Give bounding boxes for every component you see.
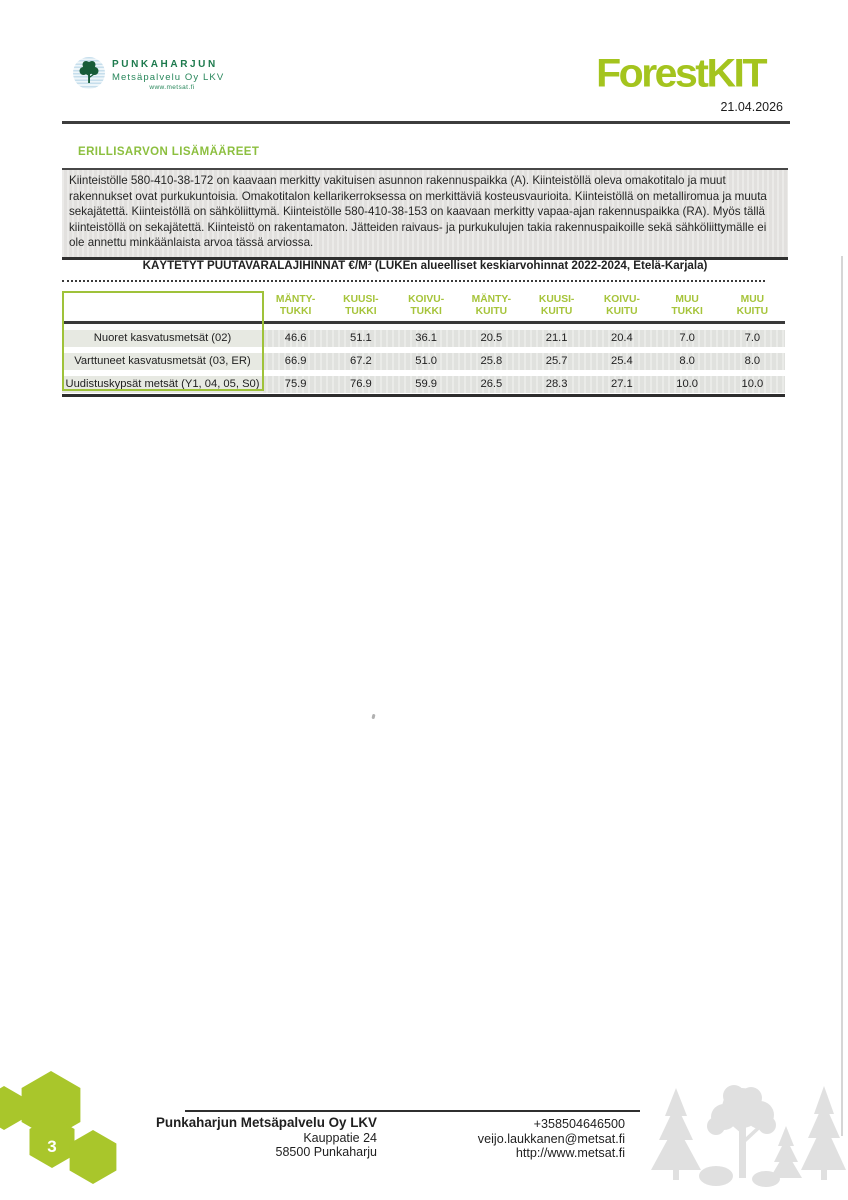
footer-company-block [117, 1116, 377, 1160]
page-number: 3 [47, 1137, 57, 1156]
page-number-hexagon-icon [0, 1060, 120, 1185]
forestkit-logo: ForestKIT [596, 50, 765, 96]
dotted-divider [62, 280, 765, 282]
cell-value: 20.5 [480, 331, 503, 344]
price-table [62, 291, 785, 397]
cell-value: 67.2 [349, 354, 372, 367]
column-header-kuusikuitu: KUUSI- KUITU [538, 293, 575, 317]
cell-value: 21.1 [545, 331, 568, 344]
cell-value: 10.0 [676, 377, 699, 390]
row-label: Uudistuskypsät metsät (Y1, 04, 05, S0) [62, 376, 263, 393]
cell-value: 51.0 [415, 354, 438, 367]
table-header-rule [62, 321, 785, 324]
cell-value: 66.9 [284, 354, 307, 367]
table-bottom-rule [62, 394, 785, 397]
footer-contact-block [400, 1117, 625, 1161]
cell-value: 27.1 [610, 377, 633, 390]
company-name: Punkaharjun Metsäpalvelu Oy LKV [155, 1115, 377, 1130]
column-header-mantykuitu: MÄNTY- KUITU [471, 293, 512, 317]
scan-speck [371, 714, 375, 720]
cell-value: 7.0 [679, 331, 695, 344]
company-address-line: 58500 Punkaharju [275, 1145, 377, 1160]
cell-value: 46.6 [284, 331, 307, 344]
cell-value: 76.9 [349, 377, 372, 390]
cell-value: 25.4 [610, 354, 633, 367]
table-row [62, 376, 785, 393]
contact-url: http://www.metsat.fi [515, 1146, 625, 1161]
section-title: ERILLISARVON LISÄMÄÄREET [78, 146, 260, 158]
table-row [62, 330, 785, 347]
table-row [62, 353, 785, 370]
cell-value: 28.3 [545, 377, 568, 390]
cell-value: 26.5 [480, 377, 503, 390]
cell-value: 25.7 [545, 354, 568, 367]
cell-value: 7.0 [744, 331, 761, 344]
logo-subtitle: Metsäpalvelu Oy LKV [112, 72, 225, 83]
column-header-mantytukki: MÄNTY- TUKKI [275, 293, 316, 317]
cell-value: 25.8 [480, 354, 503, 367]
cell-value: 59.9 [415, 377, 438, 390]
cell-value: 51.1 [349, 331, 372, 344]
logo-title: PUNKAHARJUN [112, 59, 218, 70]
column-header-muutukki: MUU TUKKI [671, 293, 703, 317]
company-address-line: Kauppatie 24 [303, 1130, 377, 1145]
cell-value: 10.0 [741, 377, 764, 390]
header-divider [62, 121, 790, 124]
price-table-title: KÄYTETYT PUUTAVARALAJIHINNAT €/M³ (LUKEn alueelliset keskiarvohinnat 2022-2024, Etelä-Karjala) [142, 259, 708, 272]
notes-text: Kiinteistölle 580-410-38-172 on kaavaan merkitty vakituisen asunnon rakennuspaikka (A). Kiinteistöllä oleva omakotitalo ja muut rakennukset ovat purkukuntoisia. Omakotitalon kellarikerroksessa on merkittäviä kosteusvaurioita. Kiinteistöllä on metalliromua ja muuta sekajätettä. Kiinteistöllä on sähköliittymä. Kiinteistölle 580-410-38-153 on kaavaan merkitty vapaa-ajan rakennuspaikka (RA). Myös tällä kiinteistöllä on sekajätettä. Kiinteistö on rakentamaton. Jätteiden raivaus- ja purkukulujen takia rakennuspaikoille sekä sähköliittymälle ei ole annettu minkäänlaista arvoa tässä arviossa. [69, 174, 767, 250]
logo-tree-icon [73, 57, 105, 89]
cell-value: 8.0 [679, 354, 695, 367]
contact-phone: +358504646500 [533, 1117, 625, 1131]
cell-value: 36.1 [415, 331, 438, 344]
column-header-koivutukki: KOIVU- TUKKI [408, 293, 445, 317]
cell-value: 8.0 [744, 354, 761, 367]
cell-value: 20.4 [610, 331, 633, 344]
row-label: Nuoret kasvatusmetsät (02) [62, 330, 263, 347]
footer-divider [185, 1110, 640, 1112]
column-header-kuusitukki: KUUSI- TUKKI [343, 293, 379, 317]
table-header-row [62, 291, 785, 321]
company-logo [73, 57, 232, 91]
notes-box [62, 168, 788, 260]
forest-watermark-icon [646, 1078, 846, 1188]
row-label: Varttuneet kasvatusmetsät (03, ER) [62, 353, 263, 370]
logo-url: www.metsat.fi [149, 84, 195, 91]
column-header-koivukuitu: KOIVU- KUITU [603, 293, 640, 317]
logo-text [112, 57, 232, 91]
scan-edge-line [841, 256, 843, 1136]
cell-value: 75.9 [284, 377, 307, 390]
document-date: 21.04.2026 [720, 100, 783, 114]
column-header-muukuitu: MUU KUITU [736, 293, 769, 317]
contact-email: veijo.laukkanen@metsat.fi [477, 1131, 625, 1146]
